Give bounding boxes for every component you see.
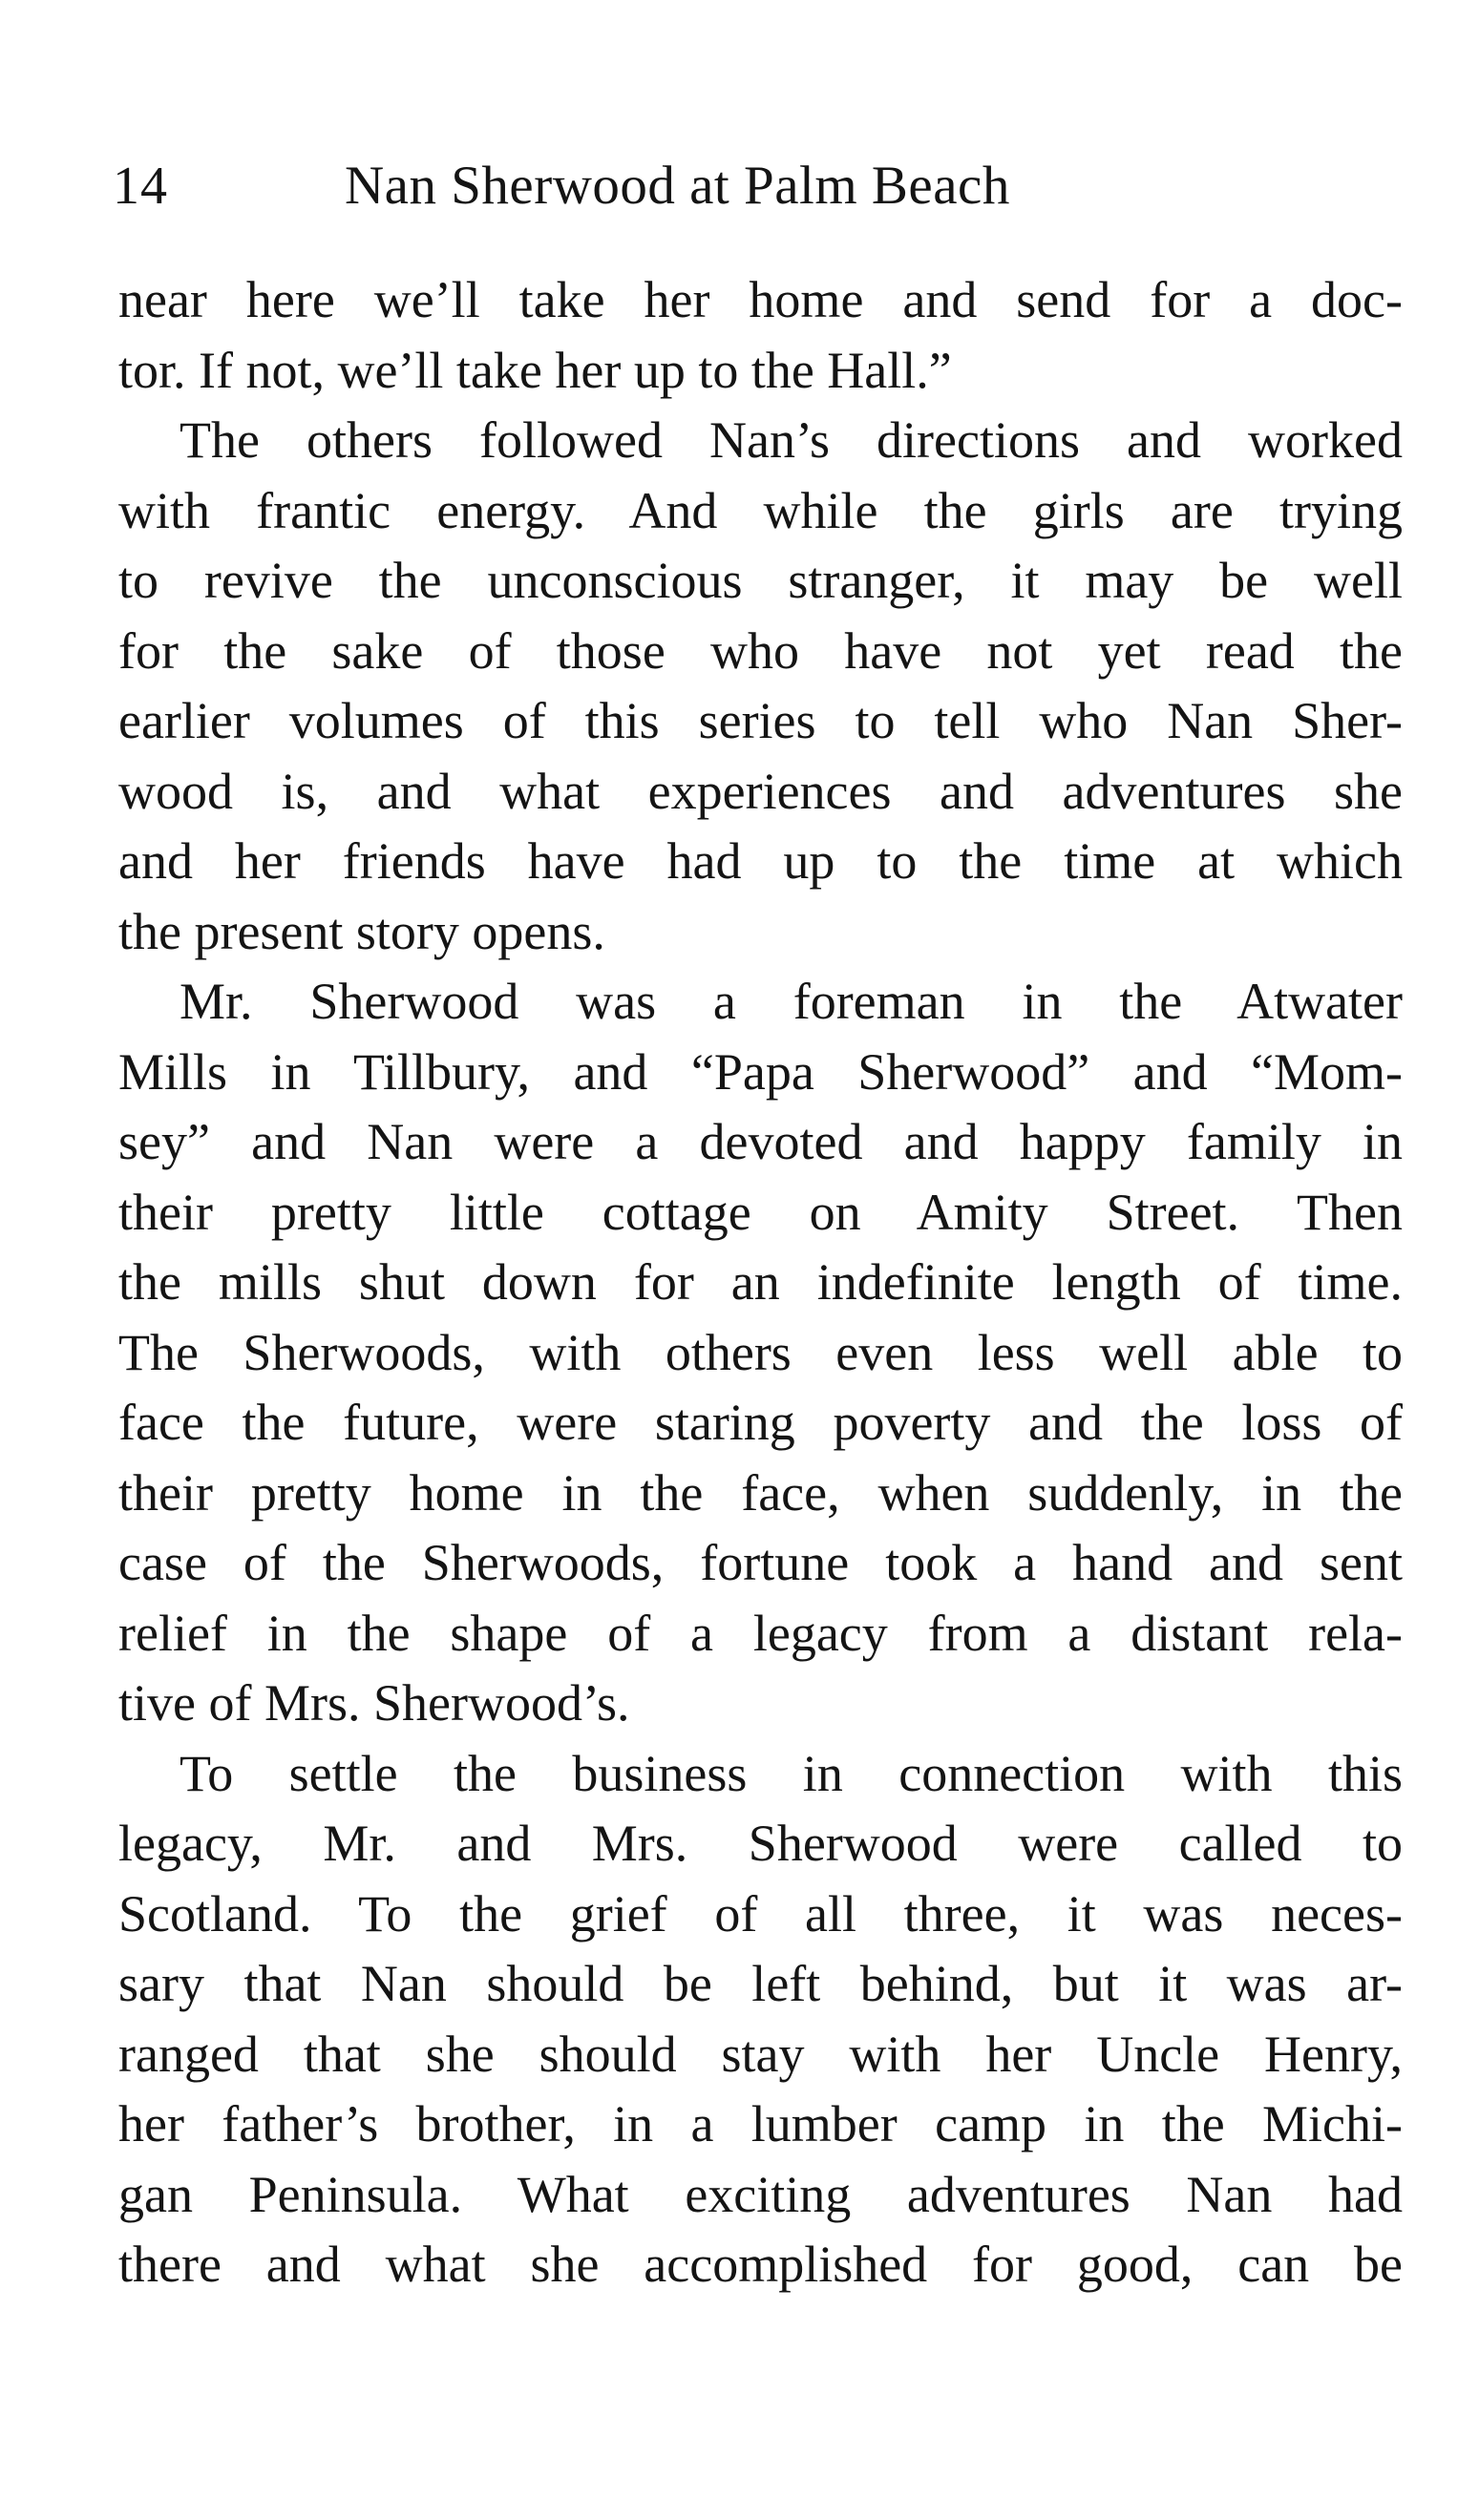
text-line: Mr. Sherwood was a foreman in the Atwater bbox=[180, 973, 1403, 1030]
text-line: relief in the shape of a legacy from a distant rela- bbox=[118, 1604, 1403, 1662]
text-line: near here we’ll take her home and send for a doc- bbox=[118, 271, 1403, 328]
text-line: legacy, Mr. and Mrs. Sherwood were called to bbox=[118, 1815, 1403, 1872]
body-text bbox=[118, 265, 1403, 2300]
text-line: case of the Sherwoods, fortune took a hand and sent bbox=[118, 1534, 1403, 1591]
text-line: the present story opens. bbox=[118, 902, 605, 960]
text-line: with frantic energy. And while the girls are trying bbox=[118, 481, 1403, 539]
text-line: The Sherwoods, with others even less well able to bbox=[118, 1323, 1403, 1381]
running-head bbox=[113, 148, 1411, 234]
text-line: earlier volumes of this series to tell who Nan Sher- bbox=[118, 692, 1403, 749]
text-line: their pretty little cottage on Amity Street. Then bbox=[118, 1183, 1403, 1241]
text-line: To settle the business in connection with this bbox=[180, 1744, 1403, 1802]
text-line: their pretty home in the face, when suddenly, in the bbox=[118, 1463, 1403, 1522]
text-line: gan Peninsula. What exciting adventures Nan had bbox=[118, 2165, 1403, 2223]
text-line: for the sake of those who have not yet read the bbox=[118, 621, 1403, 680]
text-line: the mills shut down for an indefinite length of time. bbox=[118, 1253, 1403, 1311]
text-line: face the future, were staring poverty and the loss of bbox=[118, 1394, 1403, 1451]
text-line: The others followed Nan’s directions and worked bbox=[180, 411, 1403, 469]
text-line: tive of Mrs. Sherwood’s. bbox=[118, 1674, 630, 1732]
text-line: sey” and Nan were a devoted and happy family in bbox=[118, 1113, 1403, 1170]
text-line: wood is, and what experiences and adventures she bbox=[118, 762, 1403, 820]
text-line: sary that Nan should be left behind, but it was ar- bbox=[118, 1955, 1403, 2012]
text-line: Scotland. To the grief of all three, it was neces- bbox=[118, 1884, 1403, 1942]
text-line: to revive the unconscious stranger, it may be well bbox=[118, 552, 1403, 609]
text-line: tor. If not, we’ll take her up to the Hall.” bbox=[118, 341, 952, 399]
text-line: there and what she accomplished for good, can be bbox=[118, 2236, 1403, 2293]
text-line: Mills in Tillbury, and “Papa Sherwood” and “Mom- bbox=[118, 1042, 1403, 1101]
text-line: and her friends have had up to the time at which bbox=[118, 832, 1403, 890]
page-number: 14 bbox=[113, 157, 168, 216]
text-line: ranged that she should stay with her Uncle Henry, bbox=[118, 2025, 1403, 2083]
text-line: her father’s brother, in a lumber camp in the Michi- bbox=[118, 2095, 1403, 2152]
running-title: Nan Sherwood at Palm Beach bbox=[345, 156, 1010, 216]
